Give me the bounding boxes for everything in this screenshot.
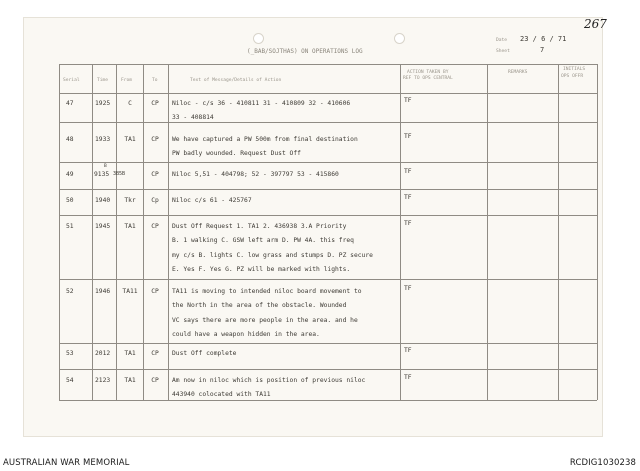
entry-time: 9135	[94, 171, 110, 178]
footer-left: AUSTRALIAN WAR MEMORIAL	[3, 458, 130, 468]
entry-action: TF	[404, 220, 412, 227]
entry-from: TA1	[124, 350, 136, 357]
entry-action: TF	[404, 133, 412, 140]
header-action-taken-2: REF TO OPS CENTRAL	[403, 76, 453, 81]
table-column-rule	[400, 64, 401, 400]
table-row-rule	[59, 189, 597, 190]
table-row-rule	[59, 400, 597, 401]
footer-right: RCDIG1030238	[569, 458, 636, 468]
header-text: Text of Message/Details of Action	[190, 78, 282, 83]
entry-action: TF	[404, 97, 412, 104]
header-to: To	[152, 78, 158, 83]
entry-action: TF	[404, 285, 412, 292]
table-column-rule	[487, 64, 488, 400]
date-value: 23 / 6 / 71	[520, 35, 567, 43]
entry-serial: 50	[66, 197, 74, 204]
entry-to: CP	[151, 377, 159, 384]
table-row-rule	[59, 93, 597, 94]
entry-text-line: PW badly wounded. Request Dust Off	[172, 150, 301, 158]
entry-from: TA1	[124, 136, 136, 143]
entry-from: TA1	[124, 223, 136, 230]
table-column-rule	[143, 64, 144, 400]
table-column-rule	[558, 64, 559, 400]
entry-to: Cp	[151, 197, 159, 204]
entry-text-line: VC says there are more people in the area. and he	[172, 316, 358, 324]
entry-time: 1945	[95, 223, 111, 230]
sheet-label: Sheet	[496, 49, 510, 54]
entry-serial: 52	[66, 288, 74, 295]
table-column-rule	[92, 64, 93, 400]
table-column-rule	[59, 64, 60, 400]
entry-time: 2123	[95, 377, 111, 384]
entry-action: TF	[404, 374, 412, 381]
table-row-rule	[59, 64, 597, 65]
entry-text-line: could have a weapon hidden in the area.	[172, 330, 320, 338]
sheet-value: 7	[540, 46, 545, 54]
entry-time-note-2: 3B5B	[113, 171, 126, 177]
entry-action: TF	[404, 347, 412, 354]
entry-serial: 48	[66, 136, 74, 143]
entry-text-line: Niloc 5,51 - 404798; 52 - 397797 53 - 415860	[172, 171, 339, 178]
entry-to: CP	[151, 100, 159, 107]
entry-text-line: TA11 is moving to intended niloc board movement to	[172, 288, 362, 295]
document-title: (_BAB/SOJTHAS) ON OPERATIONS LOG	[247, 48, 363, 55]
table-column-rule	[168, 64, 169, 400]
entry-time: 1933	[95, 136, 111, 143]
entry-text-line: Am now in niloc which is position of previous niloc	[172, 377, 366, 384]
entry-serial: 53	[66, 350, 74, 357]
entry-serial: 54	[66, 377, 74, 384]
punch-hole-left	[253, 33, 264, 44]
entry-time-note: B	[104, 164, 107, 169]
header-initials: INITIALS	[563, 67, 586, 72]
table-column-rule	[116, 64, 117, 400]
entry-to: CP	[151, 136, 159, 143]
header-from: From	[121, 78, 133, 83]
entry-text-line: We have captured a PW 500m from final destination	[172, 136, 358, 143]
entry-text-line: Dust Off complete	[172, 350, 237, 357]
entry-from: TA11	[122, 288, 138, 295]
header-action-taken: ACTION TAKEN BY	[407, 70, 449, 75]
entry-text-line: Niloc c/s 61 - 425767	[172, 197, 252, 204]
table-row-rule	[59, 279, 597, 280]
entry-time: 1940	[95, 197, 111, 204]
header-initials-2: OPS OFFR	[561, 74, 584, 79]
entry-to: CP	[151, 350, 159, 357]
entry-time: 1946	[95, 288, 111, 295]
entry-time: 1925	[95, 100, 111, 107]
entry-action: TF	[404, 168, 412, 175]
table-row-rule	[59, 162, 597, 163]
table-row-rule	[59, 343, 597, 344]
table-row-rule	[59, 215, 597, 216]
entry-from: C	[128, 100, 132, 107]
entry-action: TF	[404, 194, 412, 201]
entry-serial: 47	[66, 100, 74, 107]
table-column-rule	[597, 64, 598, 400]
entry-time: 2012	[95, 350, 111, 357]
date-label: Date	[496, 38, 508, 43]
entry-from: Tkr	[124, 197, 136, 204]
header-remarks: REMARKS	[508, 70, 528, 75]
entry-text-line: B. 1 walking C. GSW left arm D. PW 4A. this freq	[172, 237, 354, 245]
punch-hole-right	[394, 33, 405, 44]
header-time: Time	[97, 78, 109, 83]
entry-text-line: Dust Off Request 1. TA1 2. 436938 3.A Priority	[172, 223, 347, 230]
entry-text-line: E. Yes F. Yes G. PZ will be marked with lights.	[172, 265, 351, 273]
entry-to: CP	[151, 288, 159, 295]
entry-to: CP	[151, 171, 159, 178]
entry-serial: 49	[66, 171, 74, 178]
handwritten-page-number: 267	[584, 17, 607, 31]
entry-text-line: 33 - 408814	[172, 114, 214, 122]
table-row-rule	[59, 122, 597, 123]
entry-text-line: my c/s B. lights C. low grass and stumps D. PZ secure	[172, 251, 373, 259]
header-serial: Serial	[63, 78, 80, 83]
entry-from: TA1	[124, 377, 136, 384]
entry-to: CP	[151, 223, 159, 230]
table-row-rule	[59, 369, 597, 370]
entry-text-line: Niloc - c/s 36 - 410811 31 - 410809 32 - 410606	[172, 100, 351, 107]
entry-text-line: the North in the area of the obstacle. Wounded	[172, 302, 347, 310]
entry-text-line: 443940 colocated with TA11	[172, 391, 271, 399]
entry-serial: 51	[66, 223, 74, 230]
